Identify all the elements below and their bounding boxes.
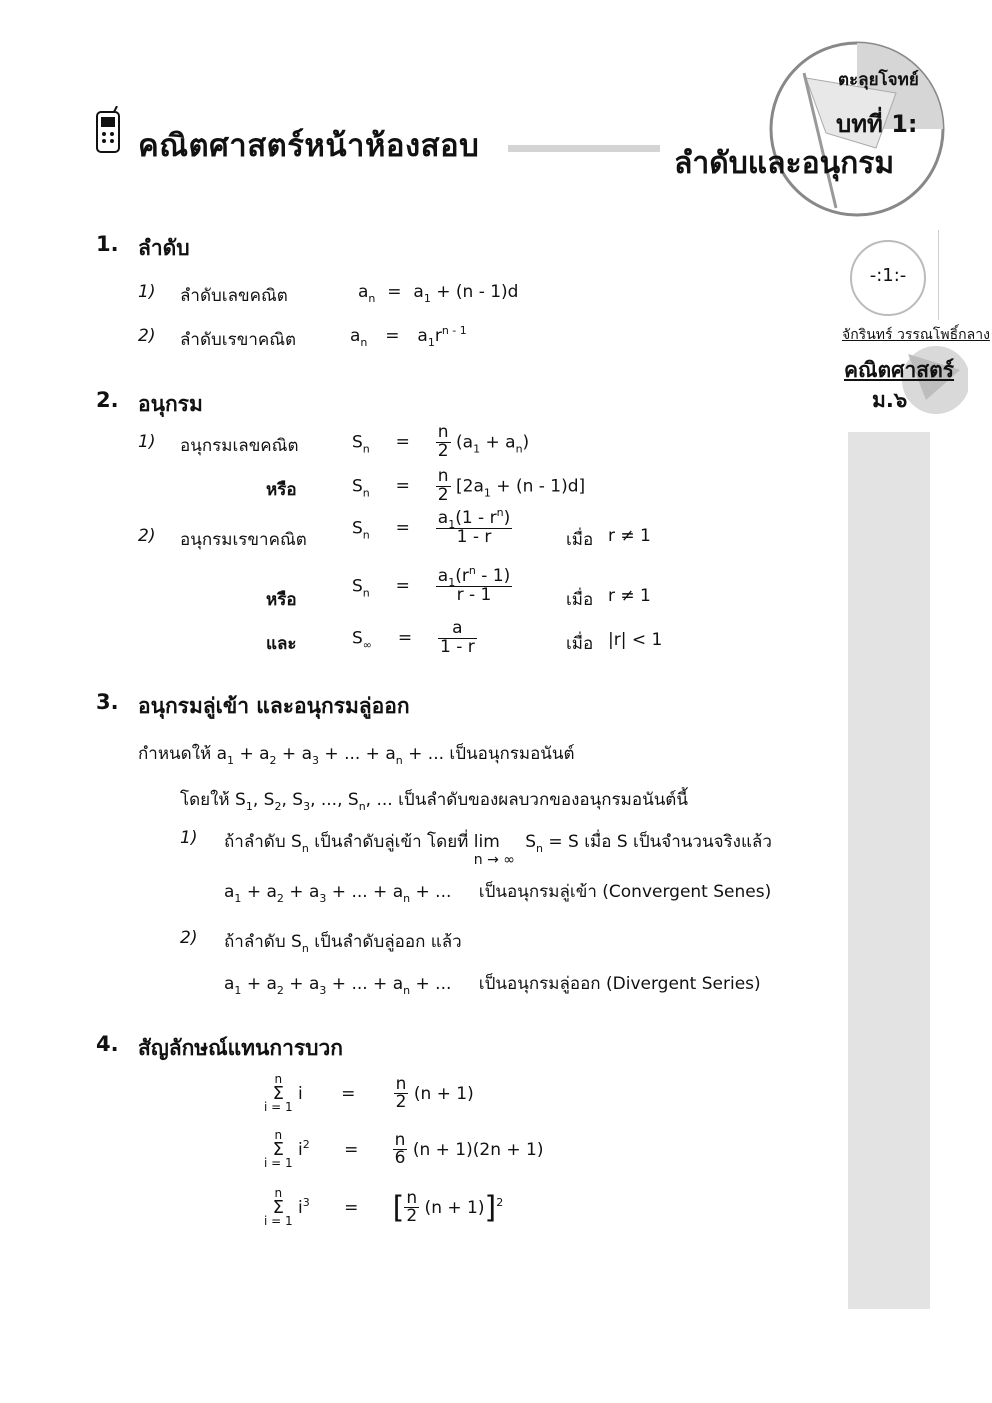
s3-infinite-series: เป็นอนุกรมอนันต์ (449, 744, 575, 764)
series-expression-1: $a_1 + a_2 + a_3$ + ... + $a_n$ + ... (224, 882, 452, 905)
page-number: -:1:- (869, 265, 907, 286)
subject: คณิตศาสตร์ (844, 358, 955, 382)
s2-or-2: หรือ (266, 590, 297, 610)
s3-title: อนุกรมลู่เข้า และอนุกรมลู่ออก (138, 694, 410, 718)
formula-arith-sum-1: $S_n$ = $\frac{n}{2}$ $(a_1 + a_n)$ (352, 422, 530, 461)
s3-case1-b: เป็นลำดับลู่เข้า โดยที่ (314, 832, 469, 852)
s3-let-line: โดยให้ $S_1$, $S_2$, $S_3$, ..., $S_n$, ... เป็นลำดับของผลบวกของอนุกรมอนันต์นี้ (180, 790, 688, 813)
book-icon (94, 106, 122, 158)
formula-geo-seq: $a_n = a_1r^{n - 1}$ (350, 324, 467, 349)
formula-arith-seq: $a_n = a_1 + (n - 1)d$ (358, 282, 519, 305)
s2-item2-number: 2) (138, 526, 156, 546)
badge-line2: บทที่ 1: (836, 110, 918, 138)
page-title: คณิตศาสตร์หน้าห้องสอบ (138, 128, 480, 164)
title-underline-bar (508, 145, 660, 152)
badge-line1: ตะลุยโจทย์ (838, 70, 919, 90)
formula-sum-i-squared: n Σ i = 1 $i^2$ = $\frac{n}{6}$ (n + 1)(2n + 1) (264, 1128, 544, 1171)
s3-number: 3. (96, 690, 119, 714)
s3-given: กำหนดให้ (138, 744, 212, 764)
s2-or-1: หรือ (266, 480, 297, 500)
s2-item2-label: อนุกรมเรขาคณิต (180, 530, 307, 550)
s3-divergent: เป็นอนุกรมลู่ออก (Divergent Series) (478, 974, 761, 994)
s2-when-3: เมื่อ (566, 634, 594, 654)
condition-r-ne-1-b: r ≠ 1 (608, 586, 651, 606)
formula-arith-sum-2: $S_n$ = $\frac{n}{2}$ $[2a_1 + (n - 1)d]$ (352, 466, 586, 505)
s2-when-1: เมื่อ (566, 530, 594, 550)
s3-case2-b: เป็นลำดับลู่ออก แล้ว (314, 932, 462, 952)
s1-item1-label: ลำดับเลขคณิต (180, 286, 288, 306)
s2-number: 2. (96, 388, 119, 412)
formula-geo-sum-1: $S_n$ = $\frac{a_1(1 - r^n)}{1 - r}$ (352, 506, 511, 547)
s3-case2-line: ถ้าลำดับ $S_n$ เป็นลำดับลู่ออก แล้ว (224, 932, 462, 955)
s4-number: 4. (96, 1032, 119, 1056)
s3-case1-number: 1) (180, 828, 198, 848)
s1-item2-label: ลำดับเรขาคณิต (180, 330, 297, 350)
s3-convergent-line (224, 878, 771, 905)
s3-case1-c: เมื่อ S เป็นจำนวนจริงแล้ว (584, 832, 772, 852)
formula-sum-i-cubed: n Σ i = 1 $i^3$ = [ $\frac{n}{2}$ (n + 1)]$^2$ (264, 1186, 504, 1229)
s4-title: สัญลักษณ์แทนการบวก (138, 1036, 343, 1060)
sidebar-divider (938, 230, 939, 320)
s3-case2-a: ถ้าลำดับ (224, 932, 286, 952)
series-expression-2: $a_1 + a_2 + a_3$ + ... + $a_n$ + ... (224, 974, 452, 997)
s2-title: อนุกรม (138, 392, 203, 416)
chapter-title: ลำดับและอนุกรม (674, 146, 895, 181)
grade: ม.๖ (872, 388, 908, 412)
author: จักรินทร์ วรรณโพธิ์กลาง (842, 327, 990, 343)
s3-convergent: เป็นอนุกรมลู่เข้า (Convergent Senes) (478, 882, 772, 902)
formula-sum-i: n Σ i = 1 i = $\frac{n}{2}$ (n + 1) (264, 1072, 474, 1115)
s2-when-2: เมื่อ (566, 590, 594, 610)
s3-let: โดยให้ (180, 790, 230, 810)
s3-seq-of-sums: เป็นลำดับของผลบวกของอนุกรมอนันต์นี้ (398, 790, 688, 810)
s1-item2-number: 2) (138, 326, 156, 346)
s2-item1-number: 1) (138, 432, 156, 452)
limit-expression: lim n → ∞ (473, 832, 515, 868)
s1-title: ลำดับ (138, 236, 190, 260)
s3-case1-a: ถ้าลำดับ (224, 832, 286, 852)
s2-item1-label: อนุกรมเลขคณิต (180, 436, 299, 456)
formula-geo-infinite-sum: $S_\infty$ = $\frac{a}{1 - r}$ (352, 618, 475, 657)
sidebar-band (848, 432, 930, 1309)
condition-abs-r-lt-1: |r| < 1 (608, 630, 663, 650)
s3-case2-number: 2) (180, 928, 198, 948)
s1-number: 1. (96, 232, 119, 256)
s3-divergent-line (224, 970, 761, 997)
s2-and: และ (266, 634, 297, 654)
s3-given-line: กำหนดให้ $a_1 + a_2 + a_3$ + ... + $a_n$ + ... เป็นอนุกรมอนันต์ (138, 744, 575, 767)
condition-r-ne-1-a: r ≠ 1 (608, 526, 651, 546)
s1-item1-number: 1) (138, 282, 156, 302)
s3-case1-line: ถ้าลำดับ $S_n$ เป็นลำดับลู่เข้า โดยที่ lim n → ∞ $S_n = S$ เมื่อ S เป็นจำนวนจริงแล้ว (224, 832, 772, 868)
formula-geo-sum-2: $S_n$ = $\frac{a_1(r^n - 1)}{r - 1}$ (352, 564, 511, 605)
